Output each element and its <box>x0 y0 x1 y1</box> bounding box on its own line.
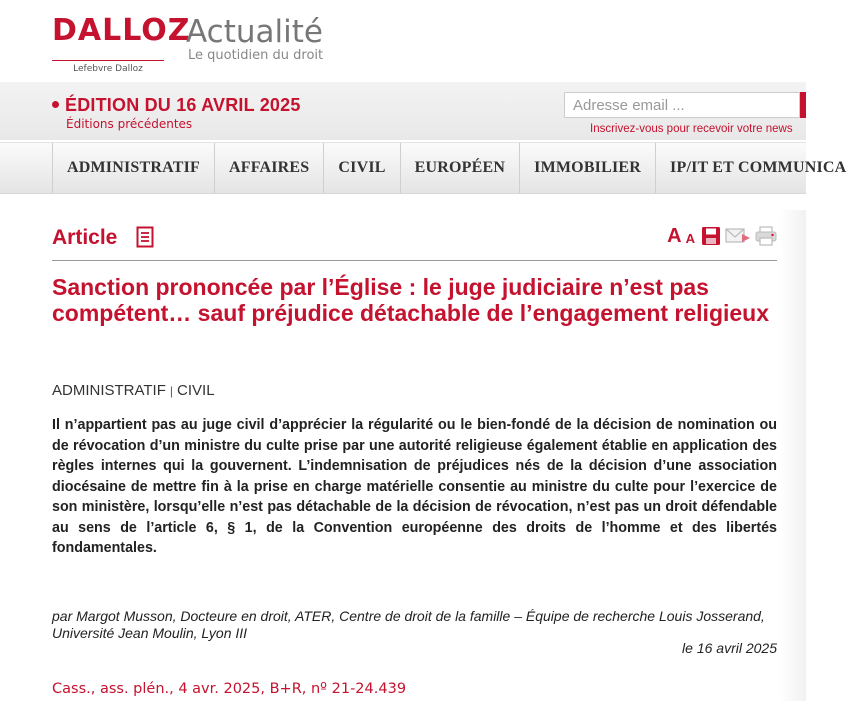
nav-item-civil[interactable]: CIVIL <box>323 143 399 193</box>
nav-item-administratif[interactable]: ADMINISTRATIF <box>52 143 214 193</box>
nav-item-europeen[interactable]: EUROPÉEN <box>400 143 520 193</box>
nav-item-affaires[interactable]: AFFAIRES <box>214 143 323 193</box>
decision-reference: Cass., ass. plén., 4 avr. 2025, B+R, nº 21-24.439 <box>52 681 407 697</box>
edition-title: ÉDITION DU 16 AVRIL 2025 <box>65 95 301 115</box>
nav-item-ipit[interactable]: IP/IT ET COMMUNICA <box>655 143 860 193</box>
nav-item-immobilier[interactable]: IMMOBILIER <box>519 143 655 193</box>
dalloz-logo[interactable] <box>52 13 191 76</box>
logo-mark: DALLOZ <box>52 13 191 48</box>
brand-title: Actualité <box>186 14 323 50</box>
email-icon[interactable] <box>725 226 751 246</box>
previous-editions-link[interactable]: Éditions précédentes <box>66 117 193 131</box>
article-header <box>52 222 777 261</box>
main-nav <box>0 142 847 194</box>
bullet-icon <box>52 101 59 108</box>
print-icon[interactable] <box>755 226 777 246</box>
article-byline: par Margot Musson, Docteure en droit, ATER, Centre de droit de la famille – Équipe de recherche Louis Josserand, Université Jean Moulin, Lyon III <box>52 608 765 641</box>
article-tools <box>667 226 777 246</box>
article-label: Article <box>52 226 118 249</box>
article-abstract: Il n’appartient pas au juge civil d’apprécier la régularité ou le bien-fondé de la décision de nomination ou de révocation d’un ministre du culte prise par une autorité religieuse également établie en application des règles internes qui la gouvernent. L’indemnisation de préjudices nés de la décision d’une association diocésaine de mettre fin à la prise en charge matérielle consentie au ministre du culte pour l’exercice de son ministère, lorsqu’elle n’est pas détachable de la décision de révocation, n’est pas un droit défendable au sens de l’article 6, § 1, de la Convention européenne des droits de l’homme et des libertés fondamentales. <box>52 417 777 556</box>
logo-rule <box>52 60 164 61</box>
document-icon <box>136 226 154 248</box>
article-categories <box>52 382 215 399</box>
font-increase-icon[interactable]: A <box>667 225 682 247</box>
category-civil[interactable]: CIVIL <box>177 382 215 399</box>
category-separator: | <box>169 384 174 398</box>
category-administratif[interactable]: ADMINISTRATIF <box>52 382 166 399</box>
page-edge-shadow <box>780 210 806 701</box>
article-headline: Sanction prononcée par l’Église : le juge judiciaire n’est pas compétent… sauf préjudice détachable de l’engagement religieux <box>52 274 770 326</box>
brand-tagline: Le quotidien du droit <box>188 48 324 63</box>
newsletter-note: Inscrivez-vous pour recevoir votre news <box>590 123 793 135</box>
brand-block[interactable] <box>186 14 323 63</box>
font-decrease-icon[interactable]: A <box>685 231 695 246</box>
newsletter-email-input[interactable] <box>564 92 800 118</box>
save-icon[interactable] <box>701 226 721 246</box>
site-header <box>0 0 806 82</box>
newsletter-submit-button[interactable] <box>800 92 806 118</box>
article-date: le 16 avril 2025 <box>682 640 777 656</box>
logo-subtitle: Lefebvre Dalloz <box>73 64 143 74</box>
